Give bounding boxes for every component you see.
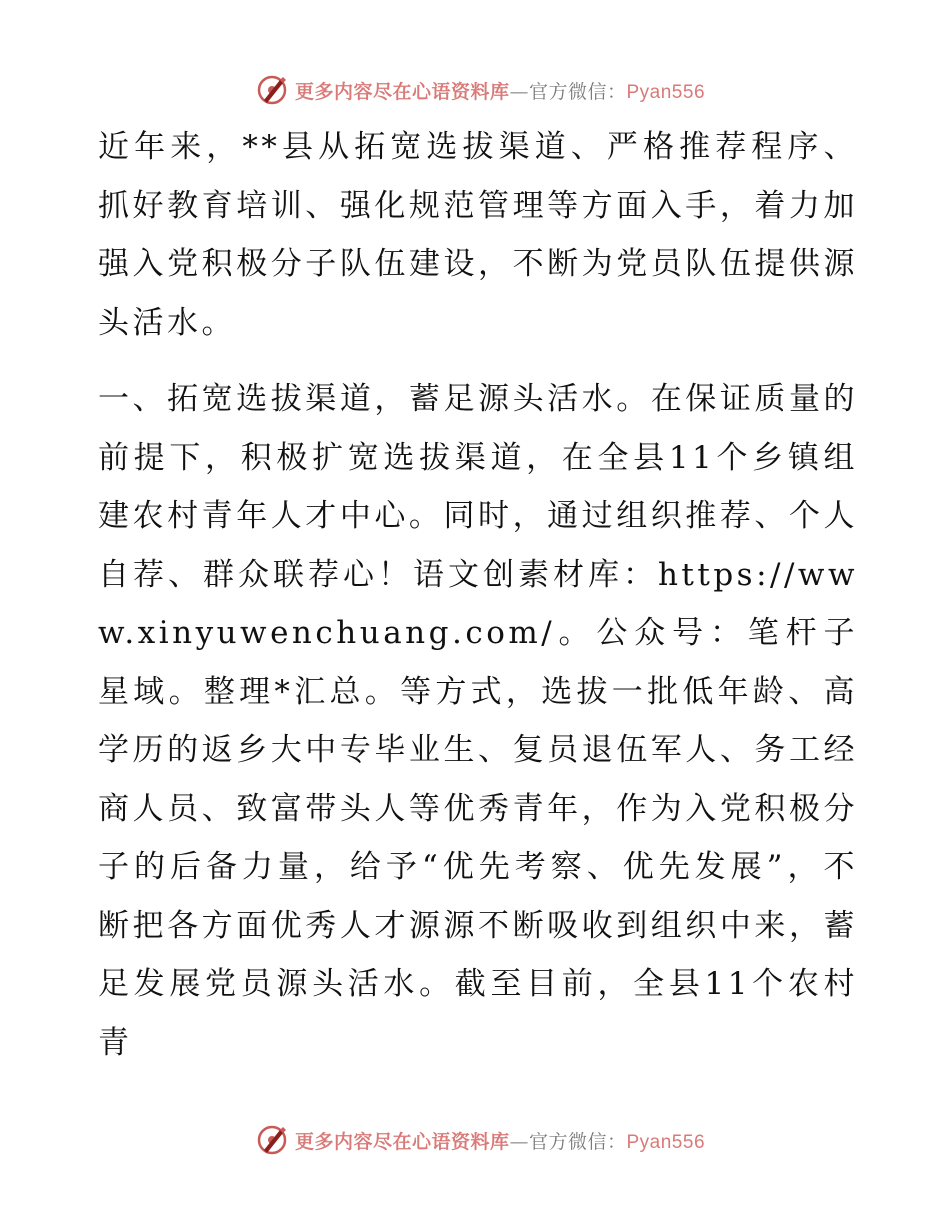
banner-wechat-id: Pyan556 <box>626 81 706 103</box>
banner-label: 官方微信： <box>528 1130 627 1153</box>
banner-separator: — <box>509 80 529 103</box>
banner-main-text: 更多内容尽在心语资料库 <box>294 1130 510 1153</box>
banner-label: 官方微信： <box>528 80 627 103</box>
banner-main-text: 更多内容尽在心语资料库 <box>294 80 510 103</box>
header-banner-inner <box>255 73 705 107</box>
pen-logo-icon <box>255 73 289 107</box>
footer-banner <box>0 1120 950 1160</box>
pen-logo-icon <box>255 1123 289 1157</box>
footer-banner-text <box>295 1127 705 1154</box>
header-banner <box>0 70 950 110</box>
paragraph-section-one: 一、拓宽选拔渠道，蓄足源头活水。在保证质量的前提下，积极扩宽选拔渠道，在全县11个乡镇组建农村青年人才中心。同时，通过组织推荐、个人自荐、群众联荐心！语文创素材库：https://www.xinyuwenchuang.com/。公众号：笔杆子星域。整理*汇总。等方式，选拔一批低年龄、高学历的返乡大中专毕业生、复员退伍军人、务工经商人员、致富带头人等优秀青年，作为入党积极分子的后备力量，给予“优先考察、优先发展”，不断把各方面优秀人才源源不断吸收到组织中来，蓄足发展党员源头活水。截至目前，全县11个农村青 <box>98 381 858 1061</box>
header-banner-text <box>295 77 705 104</box>
footer-banner-inner <box>255 1123 705 1157</box>
banner-separator: — <box>509 1130 529 1153</box>
banner-wechat-id: Pyan556 <box>626 1131 706 1153</box>
paragraph-intro: 近年来，**县从拓宽选拔渠道、严格推荐程序、抓好教育培训、强化规范管理等方面入手，着力加强入党积极分子队伍建设，不断为党员队伍提供源头活水。 <box>98 129 858 341</box>
document-body <box>98 118 858 1072</box>
